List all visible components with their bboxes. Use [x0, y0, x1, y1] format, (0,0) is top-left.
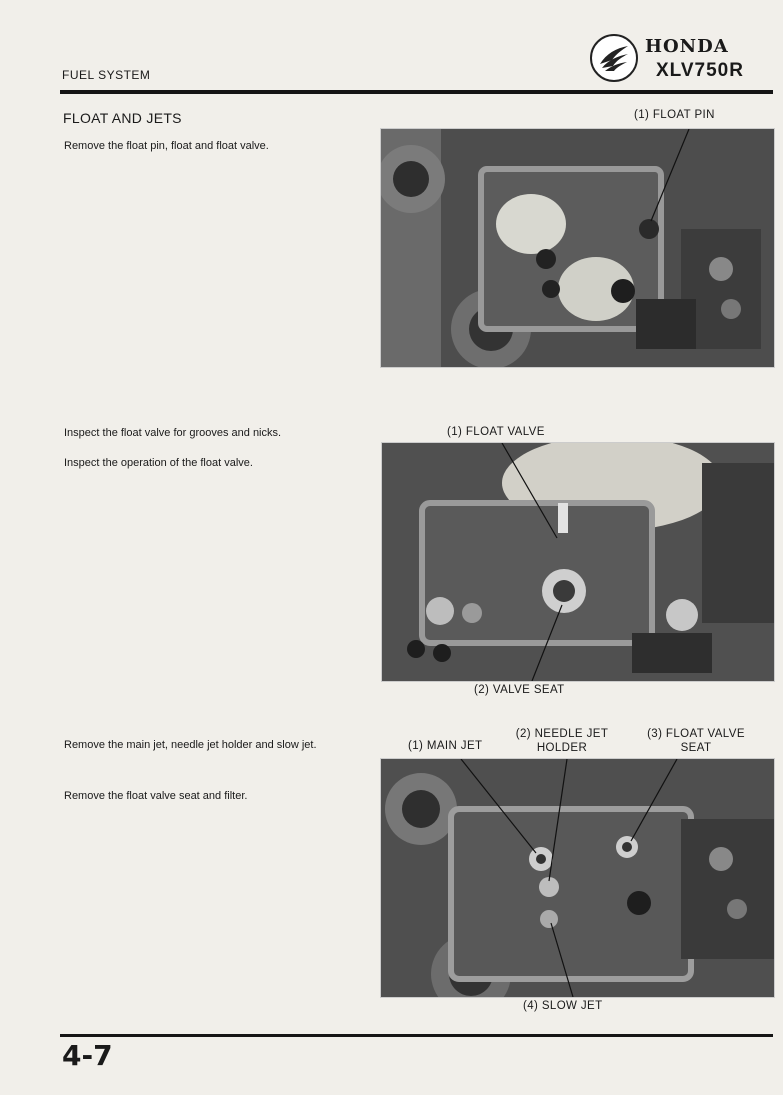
section-title: FUEL SYSTEM: [62, 68, 151, 82]
main-jet-label: (1) MAIN JET: [408, 740, 483, 752]
photo-float-removal: [380, 128, 775, 368]
footer-rule: [60, 1034, 773, 1037]
step3-instruction-1: Remove the main jet, needle jet holder and slow jet.: [64, 739, 317, 751]
float-valve-seat-line1: (3) FLOAT VALVE: [647, 728, 745, 740]
honda-wing-logo: [590, 34, 638, 82]
photo-jets-removal: [380, 758, 775, 998]
needle-jet-holder-label: [508, 727, 616, 755]
float-valve-seat-label: [636, 727, 756, 755]
needle-jet-holder-line2: HOLDER: [536, 742, 588, 754]
float-valve-seat-line2: SEAT: [680, 742, 712, 754]
wing-icon: [592, 36, 636, 80]
valve-seat-label: (2) VALVE SEAT: [474, 684, 565, 696]
float-valve-label: (1) FLOAT VALVE: [447, 426, 545, 438]
step2-instruction-1: Inspect the float valve for grooves and nicks.: [64, 427, 282, 439]
needle-jet-holder-line1: (2) NEEDLE JET: [515, 728, 609, 740]
page-number: 4-7: [62, 1039, 113, 1072]
step1-instruction: Remove the float pin, float and float valve.: [64, 140, 269, 152]
slow-jet-label: (4) SLOW JET: [523, 1000, 603, 1012]
step2-instruction-2: Inspect the operation of the float valve.: [64, 457, 253, 469]
step3-instruction-2: Remove the float valve seat and filter.: [64, 790, 248, 802]
model-name: XLV750R: [656, 60, 744, 81]
float-pin-label: (1) FLOAT PIN: [634, 109, 715, 121]
photo-float-valve: [381, 442, 775, 682]
section-heading: FLOAT AND JETS: [63, 110, 182, 126]
brand-name: HONDA: [645, 36, 729, 57]
header-rule: [60, 90, 773, 94]
